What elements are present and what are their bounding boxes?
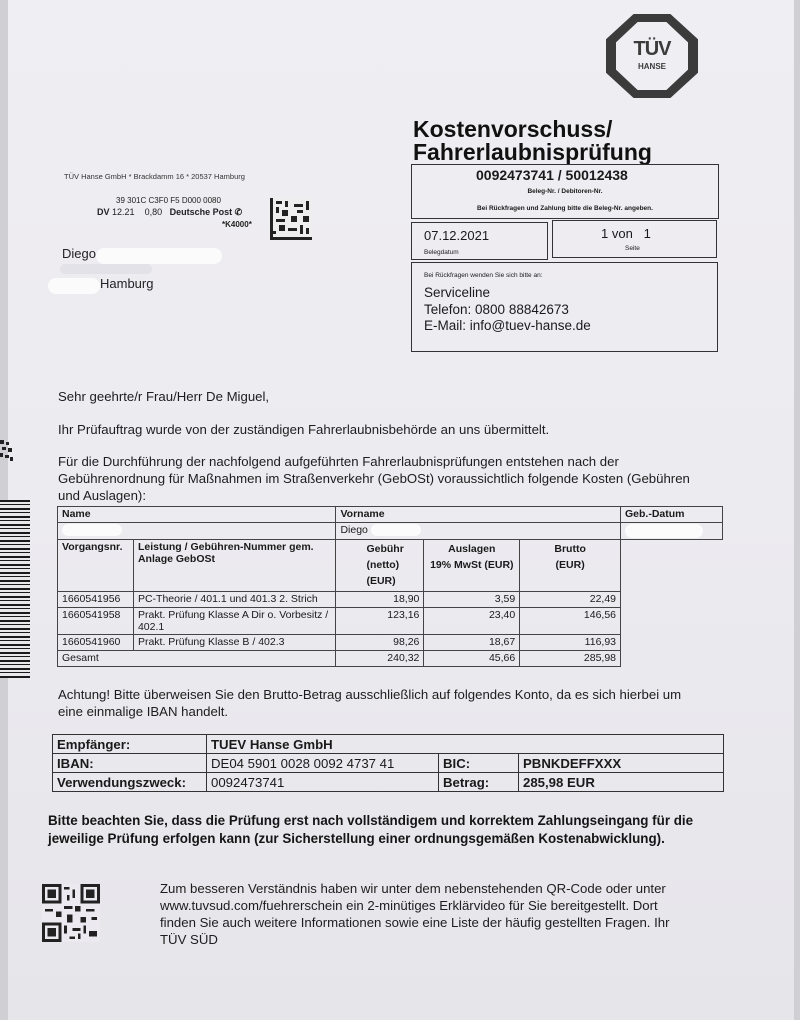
purpose-label: Verwendungszweck: [53, 773, 207, 792]
bank-table [52, 734, 724, 792]
warning-text [58, 686, 748, 720]
info-line: finden Sie auch weitere Informationen sowie eine Liste der häufig gestellten Fragen. Ihr [160, 915, 670, 930]
post-carrier: Deutsche Post [169, 207, 233, 217]
cell-gebuehr: 123,16 [336, 608, 424, 635]
table-header-row [58, 540, 723, 592]
cell-total-brutto: 285,98 [520, 651, 621, 667]
cell-gebuehr: 98,26 [336, 635, 424, 651]
cell-nr: 1660541958 [58, 608, 134, 635]
greeting: Sehr geehrte/r Frau/Herr De Miguel, [58, 389, 270, 404]
cost-text [58, 453, 738, 504]
redaction [48, 278, 100, 294]
bank-row [53, 735, 724, 754]
cell-nr: 1660541960 [58, 635, 134, 651]
tuev-logo-text: TÜV [633, 38, 671, 60]
header-vorname: Vorname [336, 507, 621, 523]
recipient-value: TUEV Hanse GmbH [207, 735, 724, 754]
cell-leistung: Prakt. Prüfung Klasse B / 402.3 [133, 635, 335, 651]
warning-line: Achtung! Bitte überweisen Sie den Brutto-Betrag ausschließlich auf folgendes Konto, da es sich hierbei um [58, 687, 682, 702]
date-box [411, 222, 548, 260]
note-line: jeweilige Prüfung erfolgen kann (zur Sicherstellung einer ordnungsgemäßen Kostenabwicklung). [48, 831, 665, 846]
recipient-city: Hamburg [100, 276, 154, 291]
table-row [58, 608, 723, 635]
cell-brutto: 146,56 [520, 608, 621, 635]
cell-auslagen: 23,40 [424, 608, 520, 635]
iban-label: IBAN: [53, 754, 207, 773]
tuev-logo-subtext: HANSE [637, 62, 666, 71]
amount-value: 285,98 EUR [519, 773, 724, 792]
recipient-name: Diego [62, 246, 96, 261]
warning-line: eine einmalige IBAN handelt. [58, 704, 229, 719]
contact-email: E-Mail: info@tuev-hanse.de [424, 318, 591, 333]
sender-line: TÜV Hanse GmbH * Brackdamm 16 * 20537 Hamburg [64, 172, 245, 181]
cell-name [58, 523, 336, 540]
bic-value: PBNKDEFFXXX [519, 754, 724, 773]
contact-serviceline: Serviceline [424, 285, 491, 300]
table-row [58, 635, 723, 651]
amount-label: Betrag: [439, 773, 519, 792]
info-line: Zum besseren Verständnis haben wir unter dem nebenstehenden QR-Code oder unter [160, 881, 666, 896]
header-auslagen: Auslagen 19% MwSt (EUR) [424, 540, 520, 592]
note-line: Bitte beachten Sie, dass die Prüfung erst nach vollständigem und korrektem Zahlungseingang für die [48, 813, 694, 828]
info-line: TÜV SÜD [160, 932, 218, 947]
title-line-1: Kostenvorschuss/ [413, 116, 613, 142]
cell-gebuehr: 18,90 [336, 592, 424, 608]
cell-nr: 1660541956 [58, 592, 134, 608]
header-brutto: Brutto (EUR) [520, 540, 621, 592]
cell-total-auslagen: 45,66 [424, 651, 520, 667]
redaction [96, 248, 222, 264]
page-count: 1 von 1 [601, 226, 651, 241]
table-total-row [58, 651, 723, 667]
bank-row [53, 773, 724, 792]
info-qr-code [42, 884, 100, 942]
cell-auslagen: 3,59 [424, 592, 520, 608]
table-row [58, 592, 723, 608]
beleg-sublabel: Beleg-Nr. / Debitoren-Nr. [527, 188, 603, 195]
post-dv: DV [97, 207, 110, 217]
bank-row [53, 754, 724, 773]
side-qr-code [0, 440, 14, 462]
header-gebuehr: Gebühr (netto) (EUR) [336, 540, 424, 592]
cell-auslagen: 18,67 [424, 635, 520, 651]
document-title [413, 118, 652, 164]
post-horn-icon: ✆ [234, 207, 243, 217]
beleg-number: 0092473741 [476, 167, 554, 183]
contact-intro: Bei Rückfragen wenden Sie sich bitte an: [424, 272, 543, 279]
info-line: www.tuvsud.com/fuehrerschein ein 2-minütiges Erklärvideo für Sie bereitgestellt. Dort [160, 898, 658, 913]
cell-brutto: 116,93 [520, 635, 621, 651]
document-date: 07.12.2021 [424, 228, 490, 243]
cell-leistung: PC-Theorie / 401.1 und 401.3 2. Strich [133, 592, 335, 608]
info-text [160, 880, 720, 948]
header-name: Name [58, 507, 336, 523]
cell-vorname [336, 523, 621, 540]
contact-box [411, 262, 718, 352]
redaction [60, 264, 152, 274]
datamatrix-code [270, 198, 312, 240]
page-box [552, 220, 717, 258]
side-barcode [0, 500, 30, 678]
cell-brutto: 22,49 [520, 592, 621, 608]
header-geb-datum: Geb.-Datum [621, 507, 723, 523]
post-k-code: *K4000* [222, 220, 252, 229]
table-header-row [58, 507, 723, 523]
header-vorgangsnr: Vorgangsnr. [58, 540, 134, 592]
cell-leistung: Prakt. Prüfung Klasse A Dir o. Vorbesitz / 402.1 [133, 608, 335, 635]
post-amount: 0,80 [144, 207, 163, 217]
header-leistung: Leistung / Gebühren-Nummer gem. Anlage GebOSt [133, 540, 335, 592]
date-label: Belegdatum [424, 249, 459, 256]
debitor-number: / 50012438 [557, 167, 628, 183]
vorname-value: Diego [340, 524, 368, 536]
cell-total-gebuehr: 240,32 [336, 651, 424, 667]
contact-phone: Telefon: 0800 88842673 [424, 301, 569, 317]
table-row [58, 523, 723, 540]
purpose-value: 0092473741 [207, 773, 439, 792]
costs-table [57, 506, 723, 667]
post-line [97, 207, 242, 218]
payment-note [48, 812, 728, 848]
beleg-box [411, 164, 719, 219]
title-line-2: Fahrerlaubnisprüfung [413, 139, 652, 165]
cost-text-line: und Auslagen): [58, 488, 146, 503]
intro-text: Ihr Prüfauftrag wurde von der zuständigen Fahrerlaubnisbehörde an uns übermittelt. [58, 422, 550, 437]
cell-total-label: Gesamt [58, 651, 336, 667]
iban-value: DE04 5901 0028 0092 4737 41 [207, 754, 439, 773]
beleg-hint: Bei Rückfragen und Zahlung bitte die Beleg-Nr. angeben. [477, 205, 653, 212]
page-label: Seite [625, 245, 640, 252]
cost-text-line: Gebührenordnung für Maßnahmen im Straßenverkehr (GebOSt) voraussichtlich folgende Kosten (Gebühren [58, 471, 690, 486]
cost-text-line: Für die Durchführung der nachfolgend aufgeführten Fahrerlaubnisprüfungen entstehen nach der [58, 454, 619, 469]
post-dv-date: 12.21 [112, 207, 135, 217]
recipient-label: Empfänger: [53, 735, 207, 754]
redaction [371, 524, 421, 536]
cell-geb-datum [621, 523, 723, 540]
post-code: 39 301C C3F0 F5 D000 0080 [116, 196, 221, 205]
bic-label: BIC: [439, 754, 519, 773]
